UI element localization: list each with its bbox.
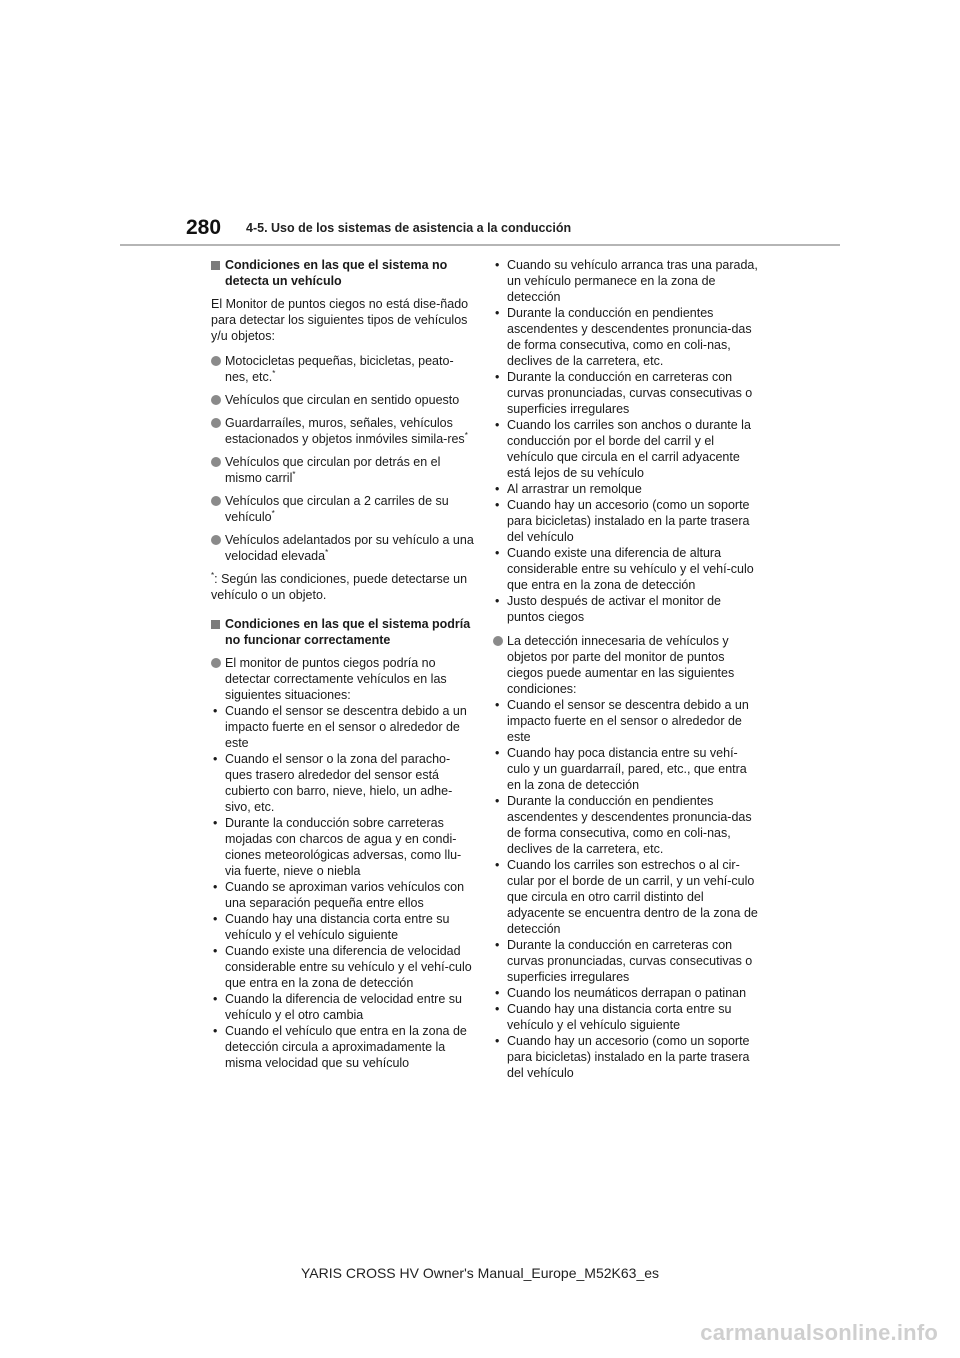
list-item bbox=[493, 633, 759, 697]
circle-bullet-icon bbox=[211, 418, 221, 428]
bullet-item: • Justo después de activar el monitor de puntos ciegos bbox=[493, 593, 759, 625]
bullet-item: • Cuando los neumáticos derrapan o patinan bbox=[493, 985, 759, 1001]
circle-bullet-icon bbox=[211, 356, 221, 366]
circle-bullet-icon bbox=[211, 496, 221, 506]
list-item bbox=[211, 392, 477, 408]
bullet-item: • Durante la conducción en carreteras con curvas pronunciadas, curvas consecutivas o superficies irregulares bbox=[493, 937, 759, 985]
bullet-list bbox=[493, 257, 759, 625]
bullet-list bbox=[493, 697, 759, 1081]
bullet-item: • Cuando el vehículo que entra en la zona de detección circula a aproximadamente la misma velocidad que su vehículo bbox=[211, 1023, 477, 1071]
item-text: Vehículos que circulan a 2 carriles de su vehículo bbox=[225, 494, 449, 524]
list-item bbox=[211, 655, 477, 703]
list-item bbox=[211, 532, 477, 564]
item-text: Vehículos que circulan por detrás en el mismo carril bbox=[225, 455, 441, 485]
bullet-item: • Durante la conducción en carreteras con curvas pronunciadas, curvas consecutivas o superficies irregulares bbox=[493, 369, 759, 417]
bullet-item: • Cuando hay una distancia corta entre su vehículo y el vehículo siguiente bbox=[493, 1001, 759, 1033]
list-item bbox=[211, 454, 477, 486]
right-column bbox=[493, 257, 759, 1081]
footer-manual-id: YARIS CROSS HV Owner's Manual_Europe_M52K63_es bbox=[300, 1265, 660, 1281]
watermark: carmanualsonline.info bbox=[700, 1320, 938, 1345]
footnote-mark: * bbox=[464, 430, 468, 440]
bullet-list bbox=[211, 703, 477, 1071]
intro-paragraph: El Monitor de puntos ciegos no está dise-ñado para detectar los siguientes tipos de vehículos y/u objetos: bbox=[211, 297, 469, 343]
footnote-mark: * bbox=[292, 469, 296, 479]
bullet-item: • Cuando existe una diferencia de velocidad considerable entre su vehículo y el vehí-culo que entra en la zona de detección bbox=[211, 943, 477, 991]
circle-bullet-icon bbox=[211, 457, 221, 467]
bullet-item: • Cuando hay poca distancia entre su vehí-culo y un guardarraíl, pared, etc., que entra en la zona de detección bbox=[493, 745, 759, 793]
list-item bbox=[211, 415, 477, 447]
circle-bullet-icon bbox=[211, 395, 221, 405]
item-text: Guardarraíles, muros, señales, vehículos estacionados y objetos inmóviles simila-res bbox=[225, 416, 465, 446]
item-text: Vehículos que circulan en sentido opuesto bbox=[225, 393, 460, 407]
bullet-item: • Cuando la diferencia de velocidad entre su vehículo y el otro cambia bbox=[211, 991, 477, 1023]
header-rule bbox=[120, 244, 840, 246]
footnote-text: : Según las condiciones, puede detectarse un vehículo o un objeto. bbox=[211, 572, 468, 602]
bullet-item: • Cuando hay una distancia corta entre su vehículo y el vehículo siguiente bbox=[211, 911, 477, 943]
footnote-mark: * bbox=[272, 368, 276, 378]
item-text: Vehículos adelantados por su vehículo a una velocidad elevada bbox=[225, 533, 474, 563]
bullet-item: • Al arrastrar un remolque bbox=[493, 481, 759, 497]
bullet-item: • Cuando su vehículo arranca tras una parada, un vehículo permanece en la zona de detección bbox=[493, 257, 759, 305]
page-number: 280 bbox=[186, 216, 222, 239]
bullet-item: • Cuando hay un accesorio (como un soporte para bicicletas) instalado en la parte trasera del vehículo bbox=[493, 1033, 759, 1081]
bullet-item: • Cuando existe una diferencia de altura considerable entre su vehículo y el vehí-culo que entra en la zona de detección bbox=[493, 545, 759, 593]
circle-bullet-icon bbox=[493, 636, 503, 646]
item-text: El monitor de puntos ciegos podría no detectar correctamente vehículos en las siguientes situaciones: bbox=[225, 656, 447, 702]
list-item bbox=[211, 353, 477, 385]
circle-bullet-icon bbox=[211, 658, 221, 668]
bullet-item: • Cuando el sensor se descentra debido a un impacto fuerte en el sensor o alrededor de este bbox=[211, 703, 477, 751]
bullet-item: • Durante la conducción sobre carreteras mojadas con charcos de agua y en condi-ciones meteorológicas adversas, como llu-via fuerte, nieve o niebla bbox=[211, 815, 477, 879]
heading-text: Condiciones en las que el sistema no detecta un vehículo bbox=[225, 258, 448, 288]
bullet-item: • Cuando el sensor o la zona del paracho-ques trasero alrededor del sensor está cubierto con barro, nieve, hielo, un adhe-sivo, etc. bbox=[211, 751, 477, 815]
item-text: La detección innecesaria de vehículos y objetos por parte del monitor de puntos ciegos puede aumentar en las siguientes condiciones: bbox=[507, 634, 735, 696]
item-text: Motocicletas pequeñas, bicicletas, peato-nes, etc. bbox=[225, 354, 454, 384]
section-title: 4-5. Uso de los sistemas de asistencia a la conducción bbox=[246, 221, 572, 235]
footnote-mark: * bbox=[325, 547, 329, 557]
bullet-item: • Cuando los carriles son estrechos o al cir-cular por el borde de un carril, y un vehí-culo que circula en otro carril distinto del adyacente se encuentra dentro de la zona de detección bbox=[493, 857, 759, 937]
bullet-item: • Durante la conducción en pendientes ascendentes y descendentes pronuncia-das de forma consecutiva, como en coli-nas, declives de la carretera, etc. bbox=[493, 305, 759, 369]
footnote bbox=[211, 571, 477, 603]
bullet-item: • Cuando hay un accesorio (como un soporte para bicicletas) instalado en la parte trasera del vehículo bbox=[493, 497, 759, 545]
square-bullet-icon bbox=[211, 261, 220, 270]
heading-malfunction bbox=[211, 616, 477, 648]
footnote-mark: * bbox=[211, 570, 215, 580]
list-item bbox=[211, 493, 477, 525]
bullet-item: • Durante la conducción en pendientes ascendentes y descendentes pronuncia-das de forma consecutiva, como en coli-nas, declives de la carretera, etc. bbox=[493, 793, 759, 857]
square-bullet-icon bbox=[211, 620, 220, 629]
footnote-mark: * bbox=[271, 508, 275, 518]
left-column bbox=[211, 257, 477, 1071]
heading-not-detected bbox=[211, 257, 477, 289]
heading-text: Condiciones en las que el sistema podría no funcionar correctamente bbox=[225, 617, 471, 647]
circle-bullet-icon bbox=[211, 535, 221, 545]
bullet-item: • Cuando los carriles son anchos o durante la conducción por el borde del carril y el vehículo que circula en el carril adyacente está lejos de su vehículo bbox=[493, 417, 759, 481]
bullet-item: • Cuando se aproximan varios vehículos con una separación pequeña entre ellos bbox=[211, 879, 477, 911]
bullet-item: • Cuando el sensor se descentra debido a un impacto fuerte en el sensor o alrededor de este bbox=[493, 697, 759, 745]
